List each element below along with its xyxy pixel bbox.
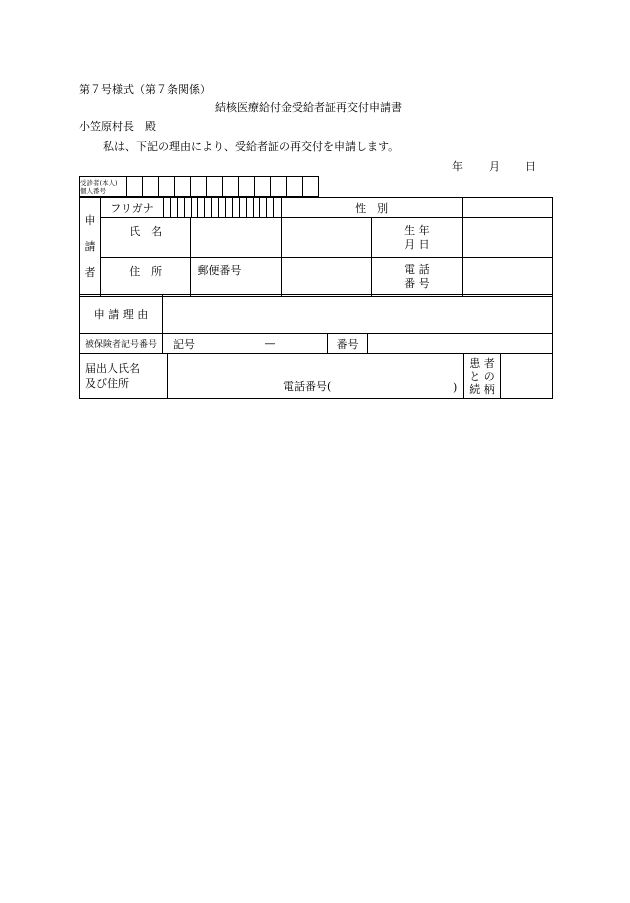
applicant-group-label <box>80 198 101 297</box>
personal-number-label-line2: 個人番号 <box>80 186 106 195</box>
furigana-cell[interactable] <box>219 198 226 217</box>
notifier-label-line2: 及び住所 <box>85 377 129 390</box>
personal-number-digit[interactable] <box>175 177 191 197</box>
furigana-label: フリガナ <box>101 198 164 217</box>
applicant-table <box>79 197 553 297</box>
furigana-row <box>101 198 282 218</box>
insured-number-input[interactable] <box>368 334 553 354</box>
applicant-char: 請 <box>84 240 96 253</box>
insured-symbol-input[interactable] <box>213 334 328 354</box>
insured-label: 被保険者記号番号 <box>80 334 163 354</box>
form-number: 第７号様式（第７条関係） <box>79 83 211 96</box>
furigana-cell[interactable] <box>246 198 253 217</box>
name-input[interactable] <box>191 218 281 258</box>
phone-input[interactable] <box>462 258 552 297</box>
applicant-char: 者 <box>84 266 96 279</box>
furigana-cell[interactable] <box>170 198 177 217</box>
personal-number-table <box>79 176 319 197</box>
furigana-cell[interactable] <box>205 198 212 217</box>
date-year: 年 <box>452 160 463 173</box>
address-label: 住 所 <box>101 258 191 297</box>
name-input-extra[interactable] <box>281 218 371 258</box>
gender-input[interactable] <box>462 198 552 218</box>
gender-label: 性 別 <box>281 198 462 218</box>
furigana-cell[interactable] <box>191 198 198 217</box>
furigana-cell[interactable] <box>212 198 219 217</box>
birthdate-label-line2: 月 日 <box>404 237 430 251</box>
relationship-input[interactable] <box>501 354 553 399</box>
furigana-cell[interactable] <box>274 198 281 217</box>
notifier-table <box>79 353 553 399</box>
phone-label-line2: 番 号 <box>404 277 430 290</box>
reason-input[interactable] <box>163 295 553 334</box>
relationship-label-line2: と の <box>469 369 495 383</box>
personal-number-digit[interactable] <box>255 177 271 197</box>
birthdate-label-line1: 生 年 <box>404 223 430 237</box>
personal-number-digit[interactable] <box>143 177 159 197</box>
postal-code-label: 郵便番号 <box>197 264 242 277</box>
insured-symbol-label: 記号 <box>163 334 214 354</box>
furigana-cell[interactable] <box>164 198 171 217</box>
notifier-label <box>80 354 168 399</box>
notifier-label-line1: 届出人氏名 <box>85 362 140 375</box>
recipient: 小笠原村長 殿 <box>79 120 156 133</box>
insured-dash: — <box>264 337 276 350</box>
insured-number-label: 番号 <box>328 334 368 354</box>
relationship-label-line1: 患 者 <box>469 356 495 370</box>
personal-number-digit[interactable] <box>223 177 239 197</box>
statement: 私は、下記の理由により、受給者証の再交付を申請します。 <box>103 140 400 153</box>
date-month: 月 <box>489 160 500 173</box>
furigana-cell[interactable] <box>184 198 191 217</box>
postal-code-field[interactable] <box>191 258 281 297</box>
personal-number-digit[interactable] <box>159 177 175 197</box>
phone-label <box>372 258 462 297</box>
personal-number-digit[interactable] <box>239 177 255 197</box>
furigana-cell[interactable] <box>226 198 233 217</box>
personal-number-digit[interactable] <box>127 177 143 197</box>
furigana-cell[interactable] <box>177 198 184 217</box>
notifier-phone-close: ) <box>453 381 458 394</box>
personal-number-digit[interactable] <box>207 177 223 197</box>
date-day: 日 <box>525 160 536 173</box>
notifier-input[interactable] <box>168 354 464 399</box>
personal-number-digit[interactable] <box>271 177 287 197</box>
furigana-cell[interactable] <box>260 198 267 217</box>
furigana-cell[interactable] <box>239 198 246 217</box>
personal-number-digit[interactable] <box>303 177 319 197</box>
personal-number-digit[interactable] <box>191 177 207 197</box>
personal-number-label <box>80 177 127 197</box>
address-input[interactable] <box>281 258 371 297</box>
furigana-cell[interactable] <box>198 198 205 217</box>
reason-table <box>79 294 553 334</box>
phone-label-line1: 電 話 <box>404 263 430 276</box>
furigana-cell[interactable] <box>232 198 239 217</box>
furigana-cell[interactable] <box>253 198 260 217</box>
reason-label: 申 請 理 由 <box>80 295 163 334</box>
name-label: 氏 名 <box>101 218 191 258</box>
applicant-char: 申 <box>84 214 96 227</box>
notifier-phone-label: 電話番号( <box>283 380 332 393</box>
birthdate-input[interactable] <box>462 218 552 258</box>
personal-number-digit[interactable] <box>287 177 303 197</box>
furigana-cell[interactable] <box>267 198 274 217</box>
personal-number-label-line1: 受診者(本人) <box>80 178 118 187</box>
birthdate-label <box>372 218 462 258</box>
form-title: 結核医療給付金受給者証再交付申請書 <box>215 101 402 114</box>
relationship-label <box>464 354 501 399</box>
relationship-label-line3: 続 柄 <box>469 382 495 396</box>
insured-table <box>79 333 553 354</box>
